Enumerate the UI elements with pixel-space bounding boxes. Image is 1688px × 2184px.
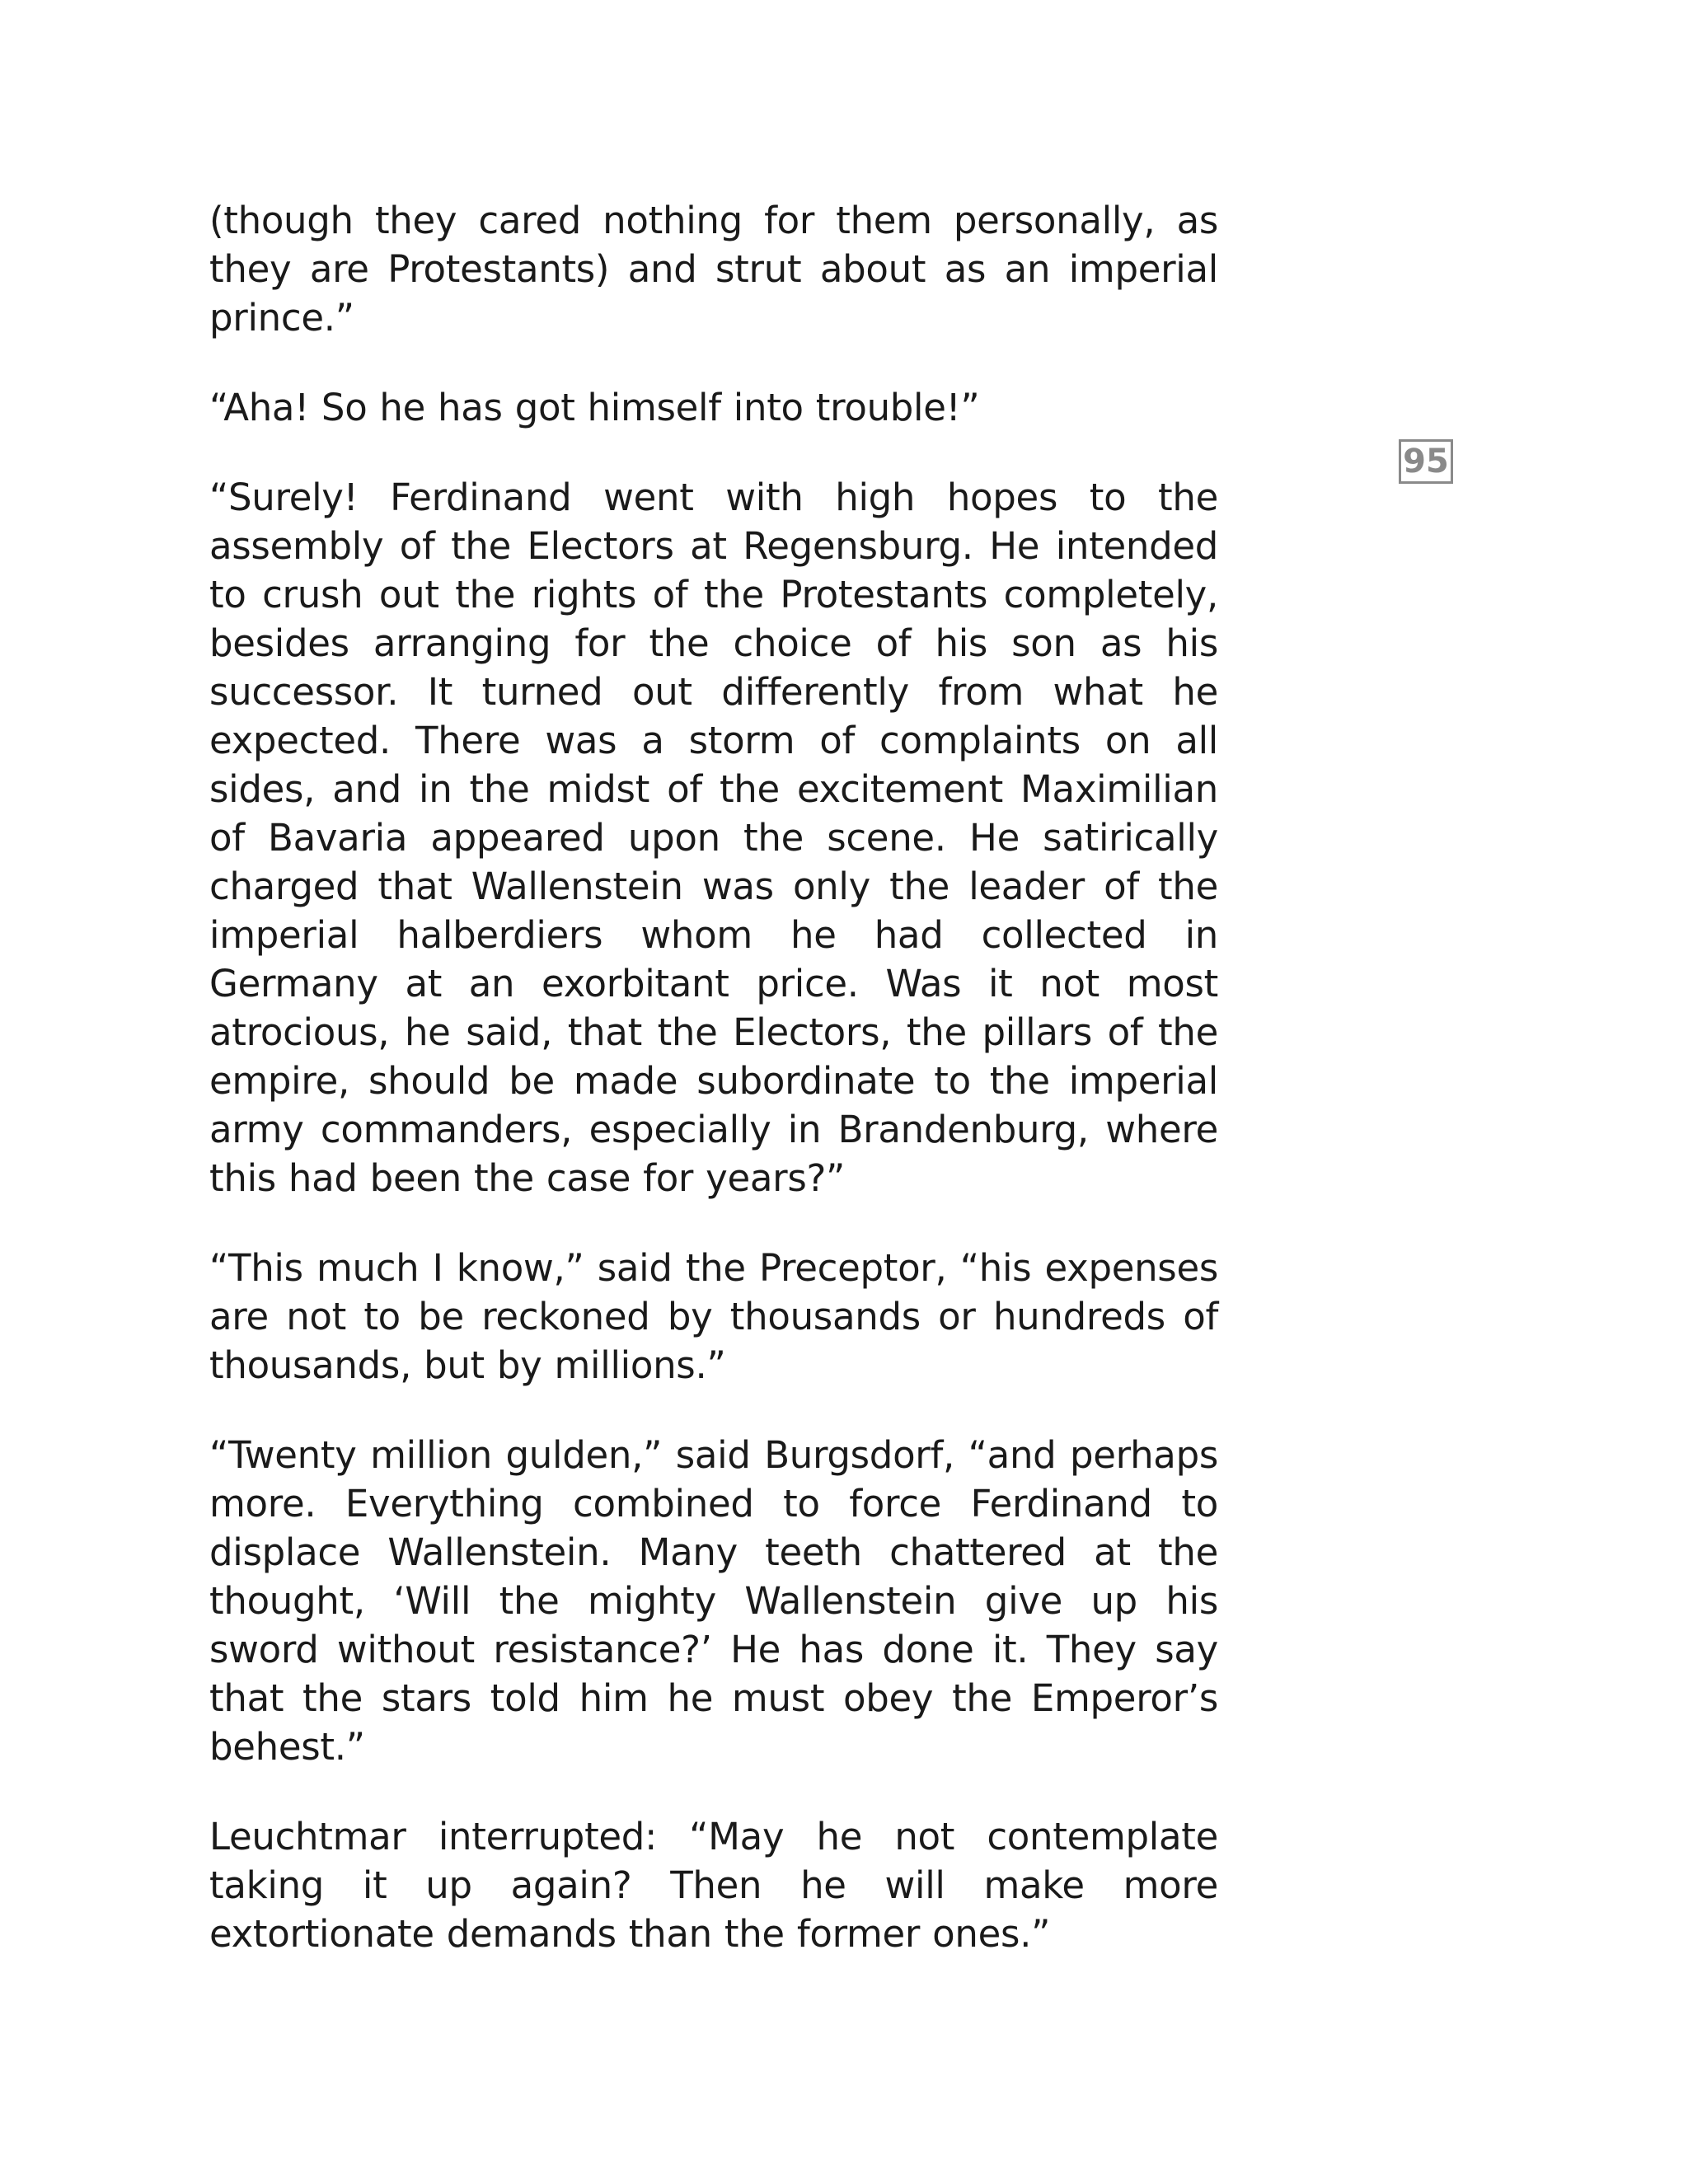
page-number: 95 [1399,439,1453,484]
paragraph: “Surely! Ferdinand went with high hopes to the assembly of the Electors at Regensburg. He intended to crush out the rights of the Protestants completely, besides arranging for the choice of his son as his successor. It turned out differently from what he expected. There was a storm of complaints on all sides, and in the midst of the excitement Maximilian of Bavaria appeared upon the scene. He satirically charged that Wallenstein was only the leader of the imperial halberdiers whom he had collected in Germany at an exorbitant price. Was it not most atrocious, he said, that the Electors, the pillars of the empire, should be made subordinate to the imperial army commanders, especially in Brandenburg, where this had been the case for years?” [209,476,1218,1200]
paragraph: “This much I know,” said the Preceptor, “his expenses are not to be reckoned by thousands or hundreds of thousands, but by millions.” [209,1246,1218,1387]
paragraph: “Aha! So he has got himself into trouble!” [209,386,980,429]
paragraph: (though they cared nothing for them personally, as they are Protestants) and strut about as an imperial prince.” [209,199,1218,340]
paragraph: Leuchtmar interrupted: “May he not contemplate taking it up again? Then he will make more extortionate demands than the former ones.” [209,1815,1218,1956]
paragraph: “Twenty million gulden,” said Burgsdorf, “and perhaps more. Everything combined to force Ferdinand to displace Wallenstein. Many teeth chattered at the thought, ‘Will the mighty Wallenstein give up his sword without resistance?’ He has done it. They say that the stars told him he must obey the Emperor’s behest.” [209,1433,1218,1769]
body-text [209,196,1218,1958]
